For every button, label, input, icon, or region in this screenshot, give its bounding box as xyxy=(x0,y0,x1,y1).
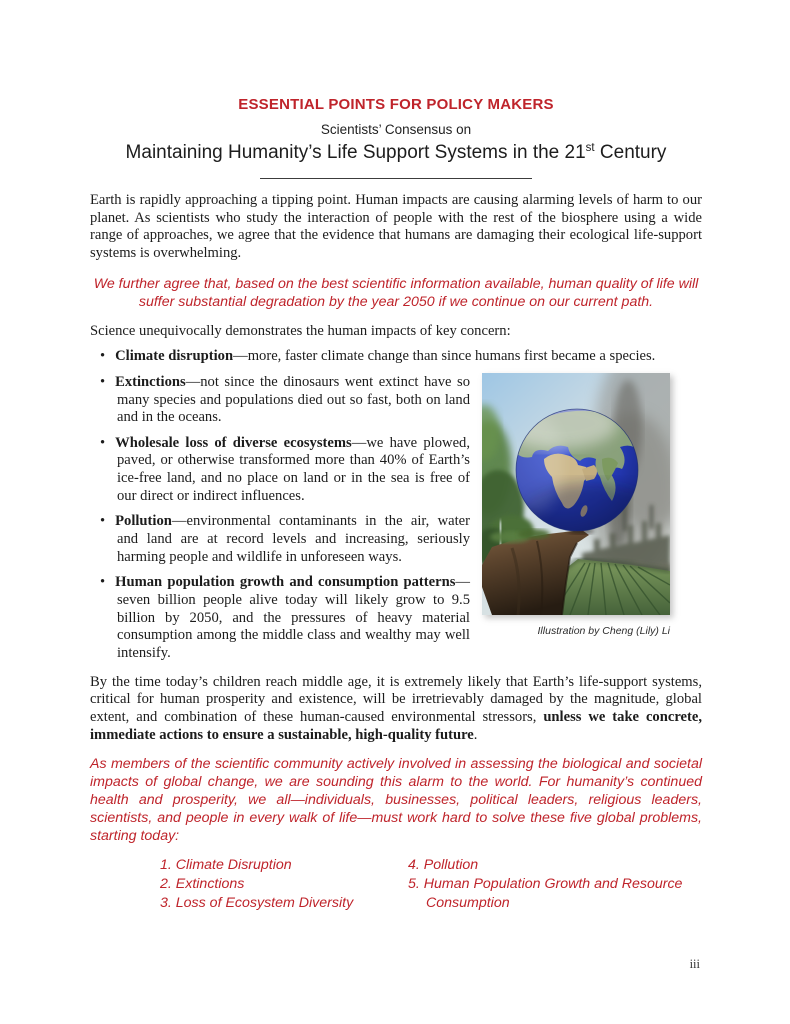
problem-item-3: 3. Loss of Ecosystem Diversity xyxy=(160,895,354,912)
illustration-image xyxy=(482,373,670,615)
bullet-text: —environmental contaminants in the air, water and land are at record levels and increasing, seriously harming people and wildlife in unforeseen ways. xyxy=(117,513,470,565)
title-block xyxy=(90,96,702,179)
intro-paragraph: Earth is rapidly approaching a tipping point. Human impacts are causing alarming levels of harm to our planet. As scientists who study the interaction of people with the rest of the biosphere using a wide range of approaches, we agree that the evidence that humans are damaging their ecological life-support systems is overwhelming. xyxy=(90,192,702,261)
middle-paragraph xyxy=(90,674,702,745)
main-title-text: Maintaining Humanity’s Life Support Systems in the 21 xyxy=(125,142,586,163)
problem-item-1: 1. Climate Disruption xyxy=(160,856,292,873)
problem-item-4: 4. Pollution xyxy=(408,856,479,873)
bullet-term: Human population growth and consumption patterns xyxy=(115,574,456,591)
illustration-art xyxy=(482,373,670,615)
middle-paragraph-bold: unless we take concrete, immediate actions to ensure a sustainable, high-quality future xyxy=(90,709,702,743)
bullet-marker: • xyxy=(100,348,106,365)
bullet-marker: • xyxy=(100,574,106,591)
subtitle: Scientists’ Consensus on xyxy=(320,122,472,137)
bullet-climate-disruption xyxy=(90,348,702,366)
problem-item-2: 2. Extinctions xyxy=(160,875,245,892)
main-title xyxy=(90,142,702,164)
ordinal-superscript: st xyxy=(585,142,595,154)
main-title-tail: Century xyxy=(594,142,667,163)
bullet-term: Wholesale loss of diverse ecosystems xyxy=(115,434,352,451)
title-divider xyxy=(260,178,532,179)
problems-column-1 xyxy=(160,856,408,914)
page-number: iii xyxy=(689,957,700,971)
red-callout-paragraph: We further agree that, based on the best scientific information available, human quality of life will suffer substantial degradation by the year 2050 if we continue on our current path. xyxy=(93,275,699,311)
bullet-term: Pollution xyxy=(115,513,172,530)
earth-cliff-illustration xyxy=(482,373,702,637)
bullet-marker: • xyxy=(100,434,106,451)
bullet-marker: • xyxy=(100,373,106,390)
bullet-text: —we have plowed, paved, or otherwise transformed more than 40% of Earth’s ice-free land, and no place on land or in the sea is free of our direct or indirect influences. xyxy=(117,434,470,504)
problems-column-2 xyxy=(408,856,702,914)
key-concerns-list xyxy=(90,348,702,663)
science-lead-line: Science unequivocally demonstrates the human impacts of key concern: xyxy=(90,322,511,339)
bullet-marker: • xyxy=(100,513,106,530)
five-problems-list xyxy=(160,856,702,914)
problem-item-5: 5. Human Population Growth and Resource Consumption xyxy=(408,875,683,912)
bullet-term: Extinctions xyxy=(115,373,186,390)
bullet-term: Climate disruption xyxy=(115,348,234,365)
illustration-caption: Illustration by Cheng (Lily) Li xyxy=(537,624,670,637)
middle-paragraph-period: . xyxy=(473,726,478,743)
middle-paragraph-text: By the time today’s children reach middle age, it is extremely likely that Earth’s life-support systems, critical for human prosperity and existence, will be irretrievably damaged by the magnitude, global extent, and combination of these human-caused environmental stressors, xyxy=(90,673,702,725)
page-heading: ESSENTIAL POINTS FOR POLICY MAKERS xyxy=(238,96,554,113)
bullet-text: —not since the dinosaurs went extinct have so many species and populations died out so fast, both on land and in the oceans. xyxy=(117,373,470,426)
bullet-text: —more, faster climate change than since humans first became a species. xyxy=(233,348,656,365)
closing-red-paragraph: As members of the scientific community actively involved in assessing the biological and societal impacts of global change, we are sounding this alarm to the world. For humanity’s continued health and prosperity, we all—individuals, businesses, political leaders, religious leaders, scientists, and people in every walk of life—must work hard to solve these five global problems, starting today: xyxy=(90,756,702,844)
bullet-text: —seven billion people alive today will likely grow to 9.5 billion by 2050, and the pressures of heavy material consumption among the middle class and wealthy may well intensify. xyxy=(117,574,470,662)
